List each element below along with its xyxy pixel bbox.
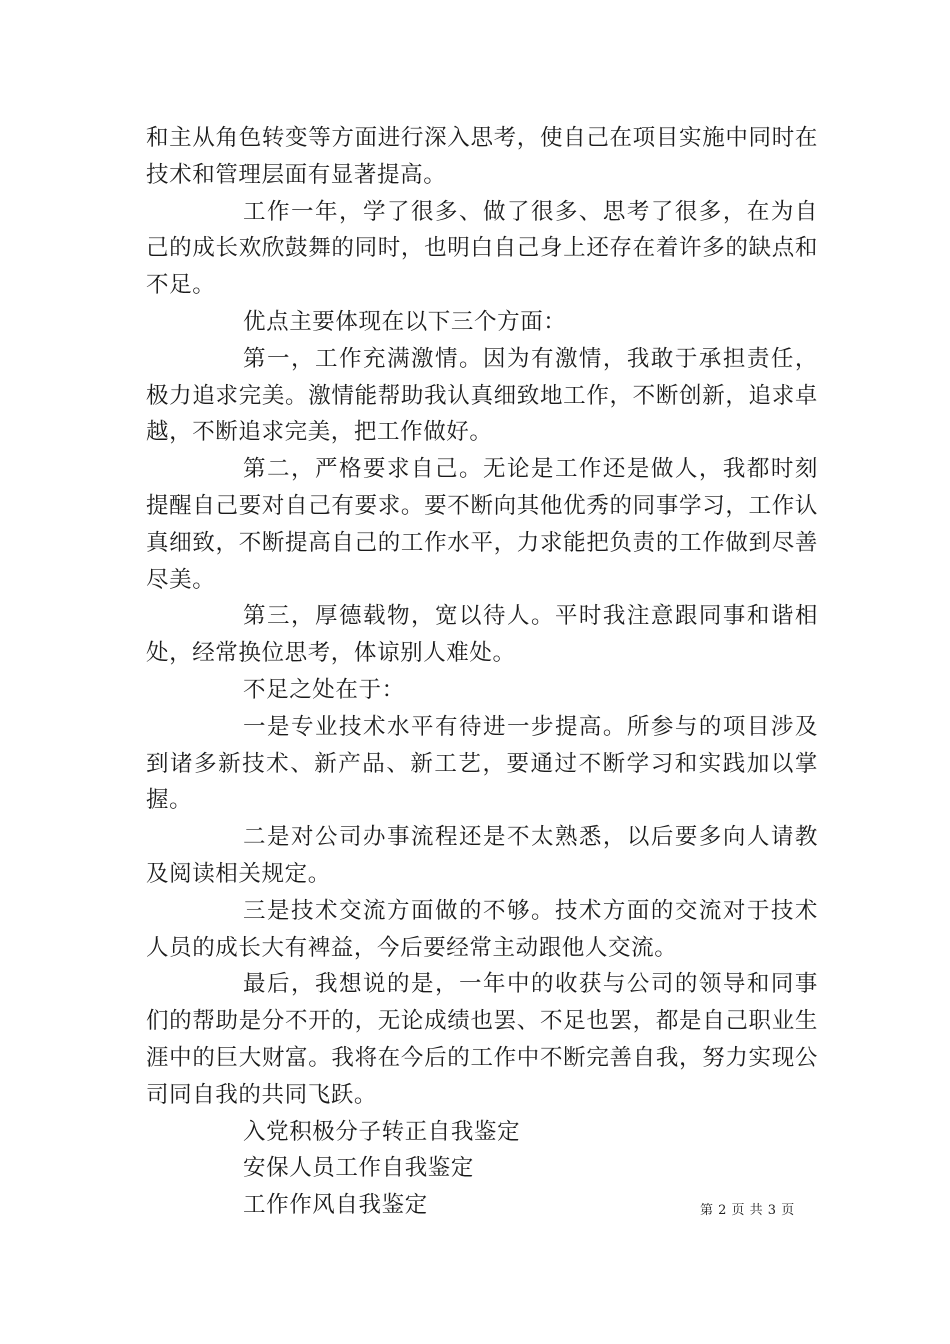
document-body: [146, 120, 818, 1224]
page-number: 第 2 页 共 3 页: [700, 1203, 795, 1218]
paragraph-weakness-1: 一是专业技术水平有待进一步提高。所参与的项目涉及到诸多新技术、新产品、新工艺，要通过不断学习和实践加以掌握。: [146, 713, 818, 814]
paragraph-weaknesses-intro: 不足之处在于：: [243, 676, 405, 703]
paragraph-strength-2: 第二，严格要求自己。无论是工作还是做人，我都时刻提醒自己要对自己有要求。要不断向其他优秀的同事学习，工作认真细致，不断提高自己的工作水平，力求能把负责的工作做到尽善尽美。: [146, 456, 818, 593]
paragraph-weakness-2: 二是对公司办事流程还是不太熟悉，以后要多向人请教及阅读相关规定。: [146, 824, 818, 887]
paragraph-strength-1: 第一，工作充满激情。因为有激情，我敢于承担责任，极力追求完美。激情能帮助我认真细致地工作，不断创新，追求卓越，不断追求完美，把工作做好。: [146, 345, 818, 446]
related-title-2: 安保人员工作自我鉴定: [243, 1155, 475, 1182]
paragraph-strengths-intro: 优点主要体现在以下三个方面：: [243, 308, 567, 335]
related-title-1: 入党积极分子转正自我鉴定: [243, 1118, 521, 1145]
paragraph-continuation: 和主从角色转变等方面进行深入思考，使自己在项目实施中同时在技术和管理层面有显著提高。: [146, 125, 818, 188]
paragraph-summary: 工作一年，学了很多、做了很多、思考了很多，在为自己的成长欢欣鼓舞的同时，也明白自己身上还存在着许多的缺点和不足。: [146, 198, 818, 299]
paragraph-weakness-3: 三是技术交流方面做的不够。技术方面的交流对于技术人员的成长大有裨益，今后要经常主动跟他人交流。: [146, 897, 818, 961]
related-title-3: 工作作风自我鉴定: [243, 1192, 428, 1219]
paragraph-conclusion: 最后，我想说的是，一年中的收获与公司的领导和同事们的帮助是分不开的，无论成绩也罢、不足也罢，都是自己职业生涯中的巨大财富。我将在今后的工作中不断完善自我，努力实现公司同自我的共同飞跃。: [146, 971, 818, 1108]
paragraph-strength-3: 第三，厚德载物，宽以待人。平时我注意跟同事和谐相处，经常换位思考，体谅别人难处。: [146, 603, 818, 667]
